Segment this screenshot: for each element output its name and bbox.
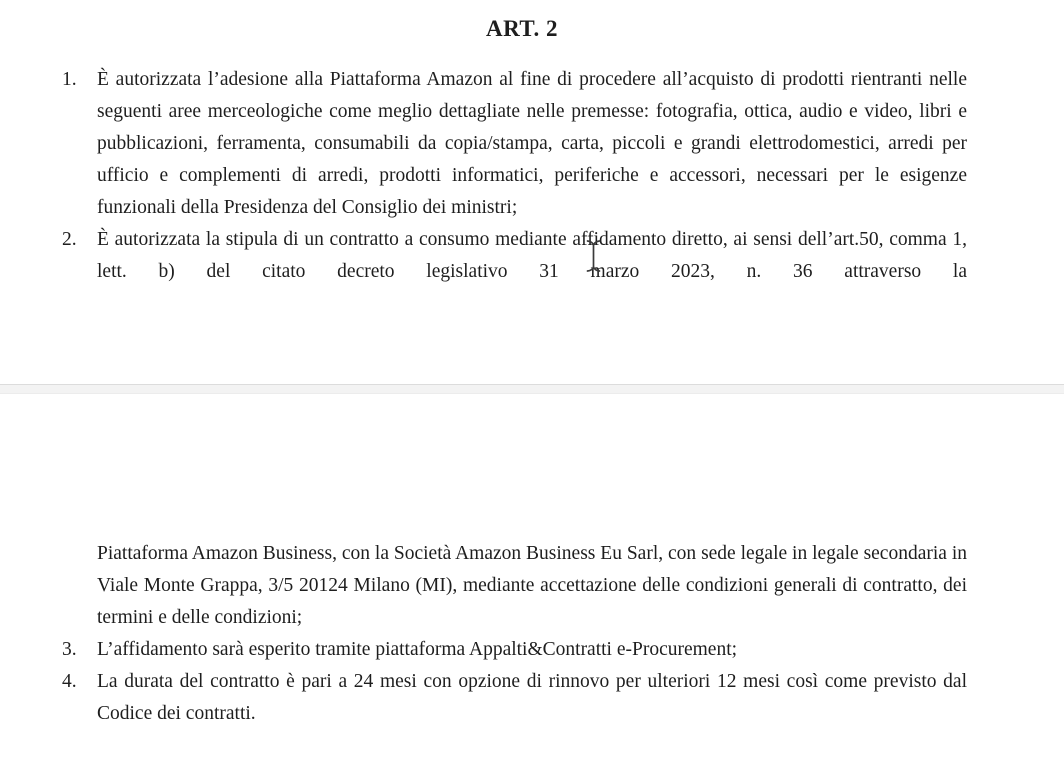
list-item-2-continuation-number — [62, 538, 97, 634]
list-item-2-number: 2. — [62, 229, 77, 250]
list-item-2-text-page-1-fragment[interactable]: È autorizzata la stipula di un contratto a consumo mediante affidamento diretto, ai sensi dell’art.50, comma 1, lett. b) del citato decreto legislativo 31 marzo 2023, n. 36 attraverso la — [97, 229, 967, 282]
list-item-1 — [62, 64, 967, 224]
list-item-1-text[interactable]: È autorizzata l’adesione alla Piattaforma Amazon al fine di procedere all’acquisto di prodotti rientranti nelle seguenti aree merceologiche come meglio dettagliate nelle premesse: fotografia, ottica, audio e video, libri e pubblicazioni, ferramenta, consumabili da copia/stampa, carta, piccoli e grandi elettrodomestici, arredi per ufficio e complementi di arredi, prodotti informatici, periferiche e accessori, necessari per le esigenze funzionali della Presidenza del Consiglio dei ministri; — [97, 69, 967, 218]
numbered-list-page-1 — [62, 64, 967, 288]
list-item-2 — [62, 224, 967, 288]
list-item-4-number: 4. — [62, 671, 77, 692]
list-item-3-number: 3. — [62, 639, 77, 660]
list-item-4 — [62, 666, 967, 730]
list-item-3 — [62, 634, 967, 666]
page-break-gap — [0, 384, 1064, 394]
list-item-2-continuation — [62, 538, 967, 634]
list-item-1-number: 1. — [62, 69, 77, 90]
list-item-4-text[interactable]: La durata del contratto è pari a 24 mesi con opzione di rinnovo per ulteriori 12 mesi così come previsto dal Codice dei contratti. — [97, 671, 967, 724]
page-2 — [0, 394, 1064, 768]
list-item-3-text[interactable]: L’affidamento sarà esperito tramite piattaforma Appalti&Contratti e-Procurement; — [97, 639, 738, 660]
article-title[interactable]: ART. 2 — [485, 16, 559, 41]
numbered-list-page-2 — [62, 538, 967, 730]
list-item-2-text-page-2-fragment[interactable]: Piattaforma Amazon Business, con la Società Amazon Business Eu Sarl, con sede legale in legale secondaria in Viale Monte Grappa, 3/5 20124 Milano (MI), mediante accettazione delle condizioni generali di contratto, dei termini e delle condizioni; — [97, 543, 967, 628]
